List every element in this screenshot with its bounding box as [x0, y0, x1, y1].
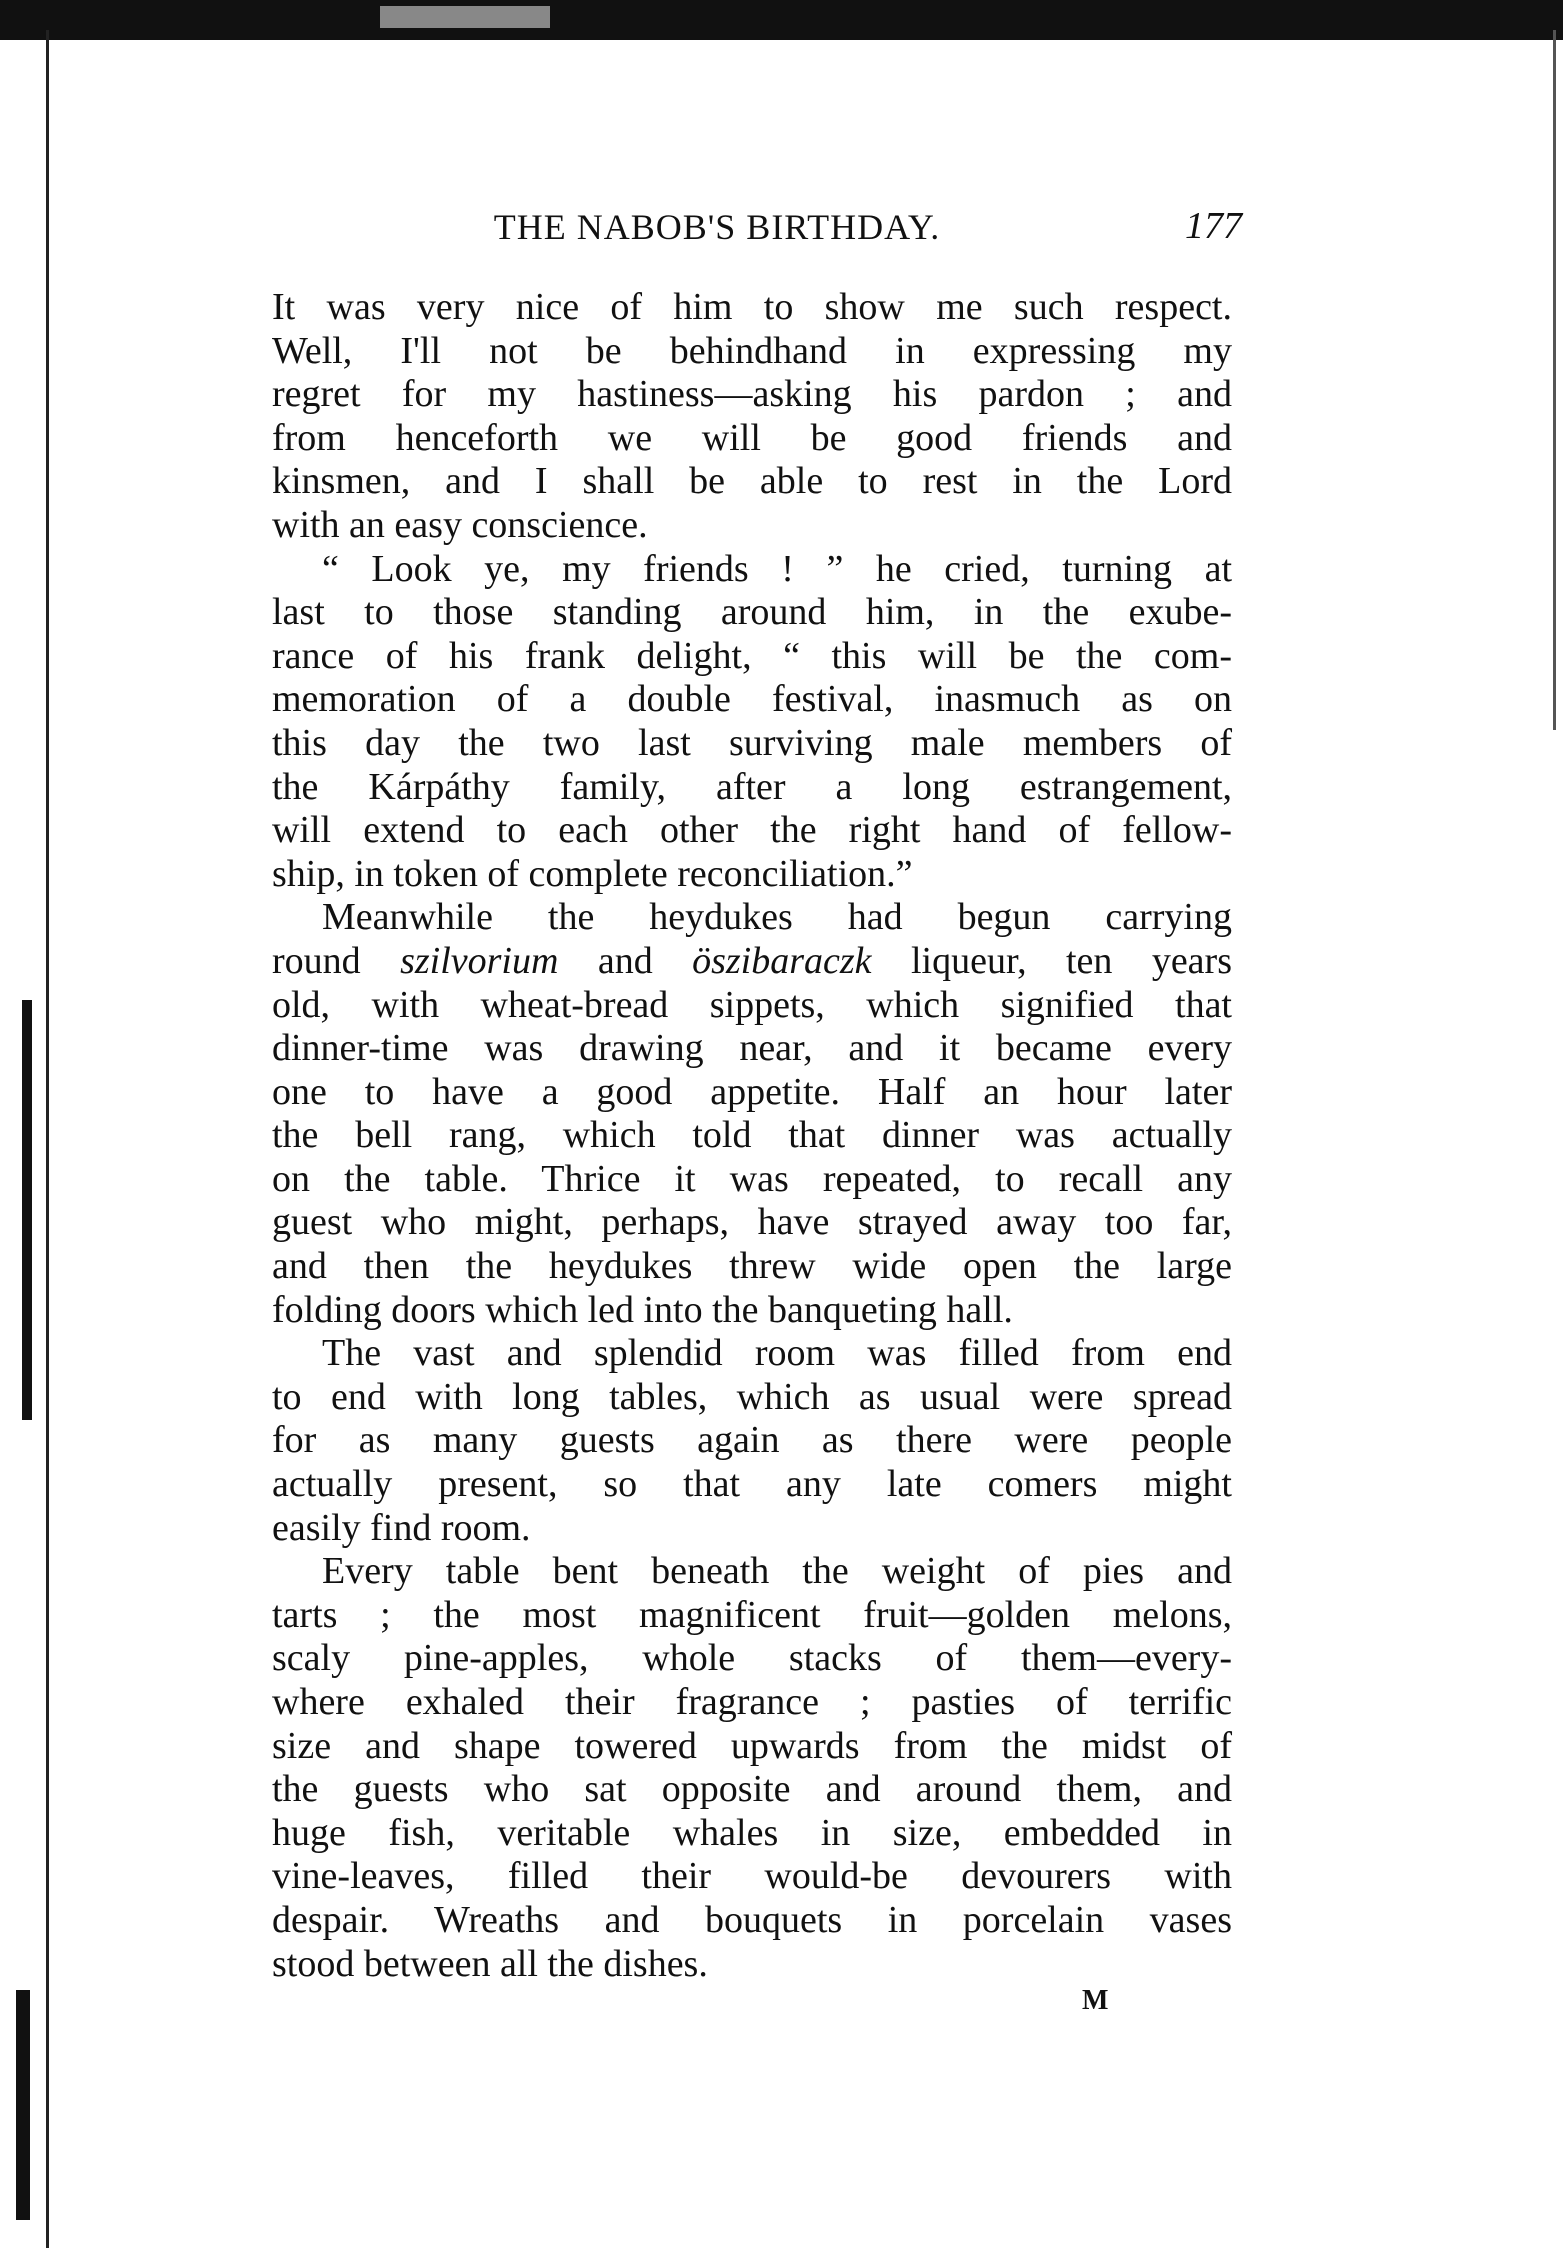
- body-text: [272, 286, 1232, 1986]
- text-line: where exhaled their fragrance ; pasties of terrific: [272, 1681, 1232, 1723]
- text-line: easily find room.: [272, 1506, 531, 1549]
- text-line: from henceforth we will be good friends and: [272, 416, 1232, 459]
- text-line: folding doors which led into the banqueting hall.: [272, 1288, 1013, 1331]
- text-line: Well, I'll not be behindhand in expressing my: [272, 329, 1232, 372]
- text-line: one to have a good appetite. Half an hour later: [272, 1070, 1232, 1113]
- scan-top-edge: [0, 0, 1563, 40]
- text-line: stood between all the dishes.: [272, 1942, 708, 1985]
- text-line: regret for my hastiness—asking his pardon ; and: [272, 373, 1232, 416]
- text-line: and then the heydukes threw wide open the large: [272, 1245, 1232, 1288]
- text-line: this day the two last surviving male members of: [272, 721, 1232, 764]
- text-line: memoration of a double festival, inasmuch as on: [272, 678, 1232, 721]
- binding-shadow: [22, 1000, 32, 1420]
- text-line: the bell rang, which told that dinner was actually: [272, 1114, 1232, 1157]
- page-left-edge: [46, 30, 49, 2248]
- text-line: last to those standing around him, in the exube-: [272, 591, 1232, 634]
- text-line: scaly pine-apples, whole stacks of them—every-: [272, 1637, 1232, 1680]
- text-line: kinsmen, and I shall be able to rest in the Lord: [272, 460, 1232, 503]
- text-line: The vast and splendid room was filled from end: [322, 1332, 1232, 1375]
- text-line: vine-leaves, filled their would-be devourers with: [272, 1855, 1232, 1898]
- page-number: 177: [1185, 205, 1242, 247]
- text-line: guest who might, perhaps, have strayed away too far,: [272, 1201, 1232, 1244]
- text-line: size and shape towered upwards from the midst of: [272, 1724, 1232, 1767]
- running-title: THE NABOB'S BIRTHDAY.: [493, 207, 941, 247]
- text-line: will extend to each other the right hand of fellow-: [272, 809, 1232, 852]
- text-line: for as many guests again as there were people: [272, 1419, 1232, 1462]
- text-line: the guests who sat opposite and around them, and: [272, 1768, 1232, 1811]
- text-line: It was very nice of him to show me such respect.: [272, 286, 1232, 328]
- text-line: old, with wheat-bread sippets, which signified that: [272, 983, 1232, 1026]
- text-line: with an easy conscience.: [272, 503, 648, 546]
- text-line: rance of his frank delight, “ this will be the com-: [272, 634, 1232, 677]
- text-line: dinner-time was drawing near, and it became every: [272, 1027, 1232, 1070]
- text-line: despair. Wreaths and bouquets in porcelain vases: [272, 1898, 1232, 1941]
- page-right-edge: [1553, 30, 1556, 730]
- text-line: “ Look ye, my friends ! ” he cried, turning at: [322, 547, 1232, 590]
- text-line: actually present, so that any late comers might: [272, 1463, 1232, 1506]
- text-line: to end with long tables, which as usual were spread: [272, 1375, 1232, 1418]
- text-line: tarts ; the most magnificent fruit—golden melons,: [272, 1593, 1232, 1636]
- scan-artifact: [380, 6, 550, 28]
- text-line: the Kárpáthy family, after a long estrangement,: [272, 765, 1232, 808]
- text-line: Every table bent beneath the weight of pies and: [322, 1550, 1232, 1593]
- text-line: ship, in token of complete reconciliation.”: [272, 852, 913, 895]
- text-line: Meanwhile the heydukes had begun carrying: [322, 896, 1232, 939]
- text-line: huge fish, veritable whales in size, embedded in: [272, 1811, 1232, 1854]
- binding-shadow: [16, 1990, 30, 2220]
- page-header: [272, 200, 1242, 250]
- signature-mark: M: [1082, 1985, 1109, 2016]
- text-line: round szilvorium and öszibaraczk liqueur, ten years: [272, 939, 1232, 982]
- text-line: on the table. Thrice it was repeated, to recall any: [272, 1157, 1232, 1200]
